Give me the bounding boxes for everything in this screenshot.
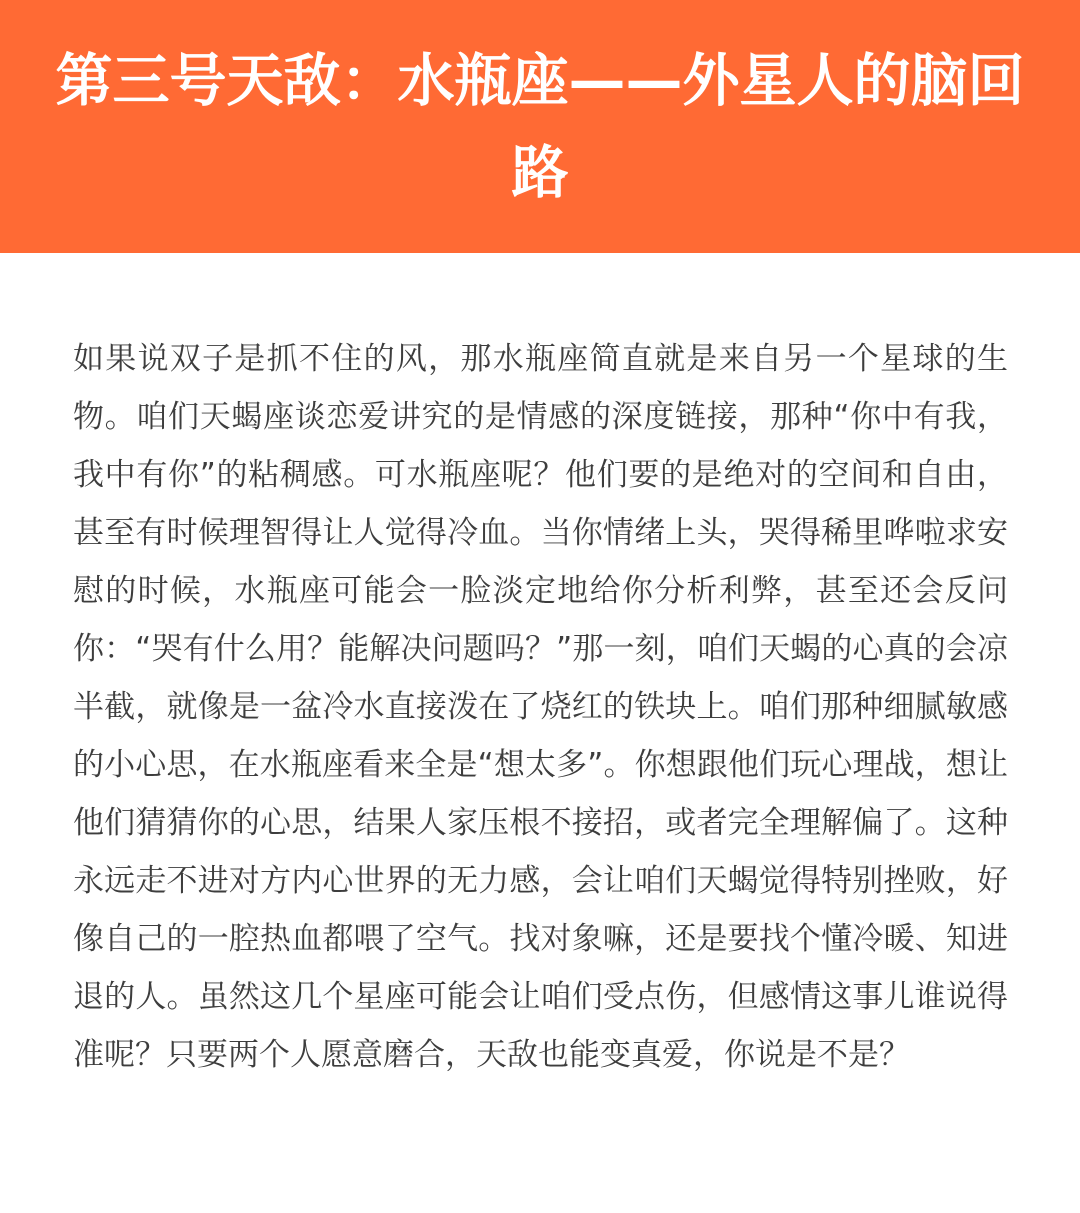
- title-banner: [0, 0, 1080, 253]
- article-paragraph: 如果说双子是抓不住的风，那水瓶座简直就是来自另一个星球的生物。咱们天蝎座谈恋爱讲究的是情感的深度链接，那种“你中有我，我中有你”的粘稠感。可水瓶座呢？他们要的是绝对的空间和自由，甚至有时候理智得让人觉得冷血。当你情绪上头，哭得稀里哗啦求安慰的时候，水瓶座可能会一脸淡定地给你分析利弊，甚至还会反问你：“哭有什么用？能解决问题吗？”那一刻，咱们天蝎的心真的会凉半截，就像是一盆冷水直接泼在了烧红的铁块上。咱们那种细腻敏感的小心思，在水瓶座看来全是“想太多”。你想跟他们玩心理战，想让他们猜猜你的心思，结果人家压根不接招，或者完全理解偏了。这种永远走不进对方内心世界的无力感，会让咱们天蝎觉得特别挫败，好像自己的一腔热血都喂了空气。找对象嘛，还是要找个懂冷暖、知进退的人。虽然这几个星座可能会让咱们受点伤，但感情这事儿谁说得准呢？只要两个人愿意磨合，天敌也能变真爱，你说是不是？: [73, 341, 1008, 1073]
- page-title: 第三号天敌：水瓶座——外星人的脑回路: [55, 47, 1025, 206]
